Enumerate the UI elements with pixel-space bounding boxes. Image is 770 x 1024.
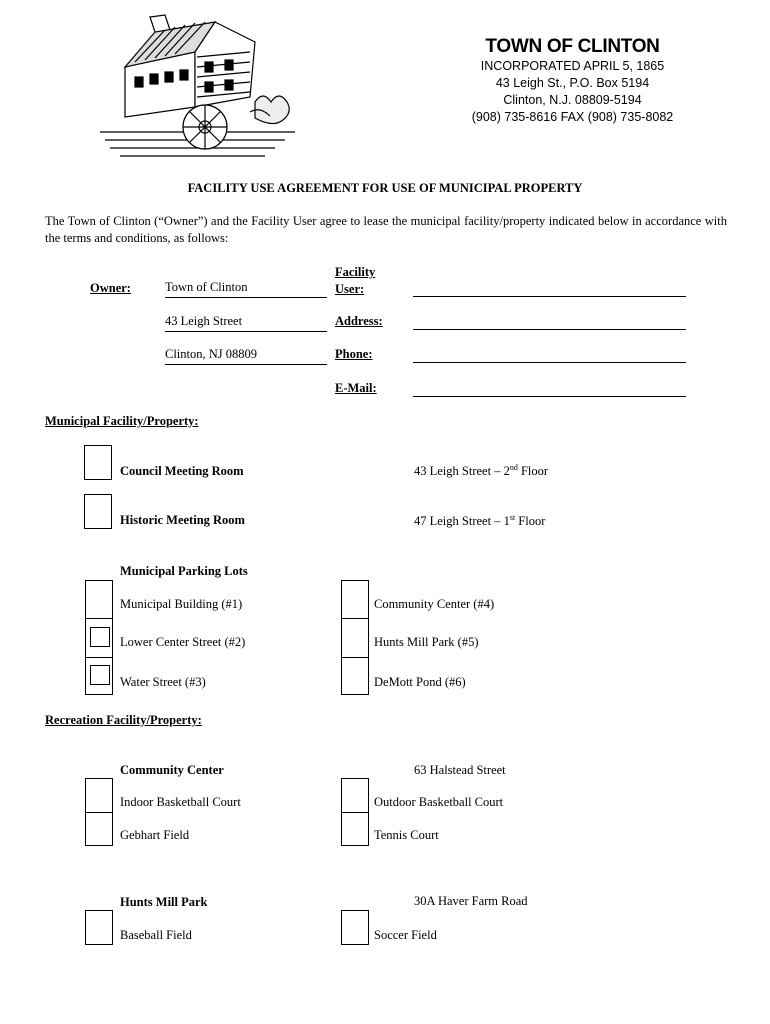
community-center-address: 63 Halstead Street	[414, 763, 506, 777]
gebhart-field-label: Gebhart Field	[120, 828, 190, 842]
outdoor-basketball-checkbox[interactable]	[341, 778, 369, 813]
historic-room-label: Historic Meeting Room	[120, 513, 245, 527]
facility-user-field[interactable]	[413, 295, 686, 297]
town-header	[470, 36, 675, 126]
historic-room-address	[414, 513, 545, 529]
community-center-heading: Community Center	[120, 763, 224, 777]
baseball-field-checkbox[interactable]	[85, 910, 113, 945]
lot2-label: Lower Center Street (#2)	[120, 635, 246, 649]
incorporated-line: INCORPORATED APRIL 5, 1865	[480, 59, 665, 73]
owner-street: 43 Leigh Street	[165, 314, 327, 332]
address-field[interactable]	[413, 328, 686, 330]
parking-heading: Municipal Parking Lots	[120, 564, 248, 578]
document-title: FACILITY USE AGREEMENT FOR USE OF MUNICIPAL PROPERTY	[187, 181, 583, 195]
email-field[interactable]	[413, 395, 686, 397]
indoor-basketball-label: Indoor Basketball Court	[120, 795, 241, 809]
historic-addr-text: 47 Leigh Street – 1	[414, 514, 510, 529]
facility-user-label-line2: User:	[335, 282, 365, 296]
facility-user-label	[335, 264, 375, 298]
historic-addr-sup: st	[509, 513, 516, 522]
hunts-mill-address: 30A Haver Farm Road	[414, 894, 528, 908]
mill-waterwheel-icon	[95, 12, 310, 167]
lot1-label: Municipal Building (#1)	[120, 597, 243, 611]
baseball-field-label: Baseball Field	[120, 928, 192, 942]
lot4-label: Community Center (#4)	[374, 597, 495, 611]
gebhart-field-checkbox[interactable]	[85, 812, 113, 846]
address-line: 43 Leigh St., P.O. Box 5194	[495, 76, 650, 90]
council-room-checkbox[interactable]	[84, 445, 112, 480]
address-label: Address:	[335, 314, 383, 328]
soccer-field-label: Soccer Field	[374, 928, 437, 942]
recreation-heading: Recreation Facility/Property:	[45, 713, 202, 727]
council-addr-floor: Floor	[517, 464, 549, 479]
council-room-label: Council Meeting Room	[120, 464, 244, 478]
council-addr-text: 43 Leigh Street – 2	[414, 464, 510, 479]
hunts-mill-heading: Hunts Mill Park	[120, 895, 208, 909]
phone-field[interactable]	[413, 361, 686, 363]
historic-room-checkbox[interactable]	[84, 494, 112, 529]
municipal-heading: Municipal Facility/Property:	[45, 414, 199, 428]
outdoor-basketball-label: Outdoor Basketball Court	[374, 795, 504, 809]
phone-label: Phone:	[335, 347, 373, 361]
lot2-checkbox[interactable]	[90, 627, 110, 647]
facility-user-label-line1: Facility	[335, 265, 376, 279]
lot6-checkbox[interactable]	[341, 657, 369, 695]
city-line: Clinton, N.J. 08809-5194	[503, 93, 642, 107]
lot5-checkbox[interactable]	[341, 618, 369, 658]
owner-name: Town of Clinton	[165, 280, 327, 298]
council-room-address	[414, 463, 548, 479]
council-addr-sup: nd	[509, 463, 518, 472]
intro-paragraph: The Town of Clinton (“Owner”) and the Facility User agree to lease the municipal facility/property indicated below in accordance with the terms and conditions, as follows:	[45, 214, 727, 245]
soccer-field-checkbox[interactable]	[341, 910, 369, 945]
lot6-label: DeMott Pond (#6)	[374, 675, 466, 689]
lot5-label: Hunts Mill Park (#5)	[374, 635, 479, 649]
tennis-court-checkbox[interactable]	[341, 812, 369, 846]
lot3-label: Water Street (#3)	[120, 675, 206, 689]
phone-line: (908) 735-8616 FAX (908) 735-8082	[471, 110, 674, 124]
indoor-basketball-checkbox[interactable]	[85, 778, 113, 813]
lot4-checkbox[interactable]	[341, 580, 369, 619]
owner-city: Clinton, NJ 08809	[165, 347, 327, 365]
tennis-court-label: Tennis Court	[374, 828, 439, 842]
owner-label: Owner:	[90, 281, 131, 295]
lot1-checkbox[interactable]	[85, 580, 113, 619]
historic-addr-floor: Floor	[515, 514, 546, 529]
lot3-checkbox[interactable]	[90, 665, 110, 685]
email-label: E-Mail:	[335, 381, 377, 395]
town-name: TOWN OF CLINTON	[485, 36, 660, 57]
